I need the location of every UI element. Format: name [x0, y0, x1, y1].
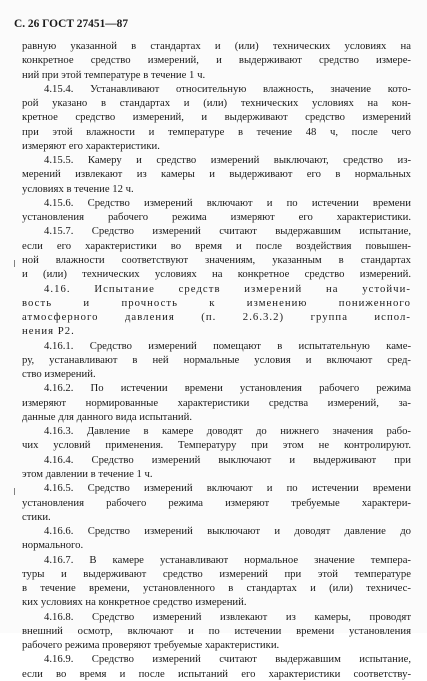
margin-mark [14, 260, 15, 267]
body-line: кретное средство измерений, и выдерживают средство измерений [22, 111, 411, 124]
body-line: ких условиях на конкретное средство измерений. [22, 596, 247, 609]
body-line: равную указанной в стандартах и (или) технических условиях на [22, 40, 411, 52]
body-line: 4.16.9. Средство измерений считают выдержавшим испытание, [44, 653, 411, 666]
body-line: рой указано в стандартах и (или) технических условиях на кон- [22, 97, 411, 110]
body-line: установления рабочего режима измеряют его характеристики. [22, 211, 411, 224]
body-line: мерений извлекают из камеры и выдерживают его в нормальных [22, 168, 411, 181]
body-line: ний при этой температуре в течение 1 ч. [22, 68, 206, 81]
section-heading-line: вость и прочность к изменению пониженного [22, 296, 411, 309]
section-heading-line: 4.16. Испытание средств измерений на устойчи- [44, 282, 411, 295]
body-line: если во время и после испытаний его характеристики соответству- [22, 667, 411, 680]
body-line: 4.15.4. Устанавливают относительную влажность, значение кото- [44, 82, 411, 95]
body-line: туры и выдерживают средство измерений при этой температуре [22, 567, 411, 580]
body-line: измеряют нормированные характеристики средства измерений, за- [22, 396, 411, 409]
body-line: этом давлении в течение 1 ч. [22, 467, 153, 480]
body-line: условиях в течение 12 ч. [22, 182, 134, 195]
body-line: 4.16.4. Средство измерений выключают и выдерживают при [44, 453, 411, 466]
body-line: установления рабочего режима измеряют требуемые характери- [22, 496, 411, 509]
body-line: 4.15.6. Средство измерений включают и по истечении времени [44, 196, 411, 209]
body-line: в течение времени, установленного в стандартах и (или) техничес- [22, 582, 411, 595]
body-line: рабочего режима проверяют требуемые характеристики. [22, 639, 280, 652]
body-line: 4.15.7. Средство измерений считают выдержавшим испытание, [44, 225, 411, 238]
section-heading-line: нения Р2. [22, 325, 75, 338]
body-line: 4.16.3. Давление в камере доводят до нижнего значения рабо- [44, 425, 411, 438]
body-text [22, 39, 411, 681]
body-line: ной влажности соответствуют значениям, указанным в стандартах [22, 253, 411, 266]
page-header: С. 26 ГОСТ 27451—87 [14, 18, 129, 30]
body-line: измеряют его характеристики. [22, 139, 160, 152]
body-line: 4.15.5. Камеру и средство измерений выключают, средство из- [44, 154, 411, 167]
body-line: 4.16.5. Средство измерений включают и по истечении времени [44, 482, 411, 495]
section-heading-line: атмосферного давления (п. 2.6.3.2) группа испол- [22, 311, 411, 324]
body-line: данные для данного вида испытаний. [22, 410, 193, 423]
body-line: нормального. [22, 539, 84, 552]
body-line: чих условий применения. Температуру при этом не контролируют. [22, 439, 411, 452]
body-line: ство измерений. [22, 368, 96, 381]
body-line: 4.16.2. По истечении времени установления рабочего режима [44, 382, 411, 395]
body-line: 4.16.8. Средство измерений извлекают из камеры, проводят [44, 610, 411, 623]
body-line: 4.16.6. Средство измерений выключают и доводят давление до [44, 525, 411, 538]
margin-mark [14, 488, 15, 495]
body-line: конкретное средство измерений, и выдерживают средство измере- [22, 54, 411, 67]
body-line: стики. [22, 510, 51, 523]
body-line: 4.16.1. Средство измерений помещают в испытательную каме- [44, 339, 411, 352]
body-line: ру, устанавливают в ней нормальные условия и включают сред- [22, 353, 411, 366]
body-line: внешний осмотр, включают и по истечении времени установления [22, 624, 411, 637]
body-line: 4.16.7. В камере устанавливают нормальное значение темпера- [44, 553, 411, 566]
body-line: и (или) технических условиях на конкретное средство измерений. [22, 268, 411, 281]
body-line: при этой влажности и температуре в течение 48 ч, после чего [22, 125, 411, 138]
body-line: если его характеристики во время и после воздействия повышен- [22, 239, 411, 252]
